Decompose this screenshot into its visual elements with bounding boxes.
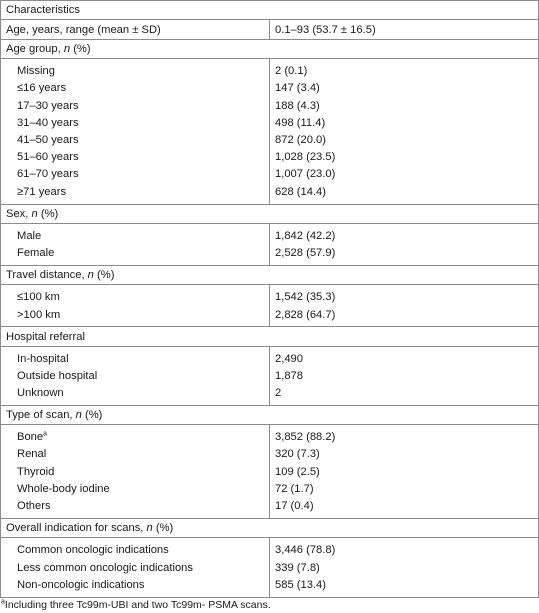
row-label: ≤16 years <box>1 80 270 97</box>
row-label: 51–60 years <box>1 149 270 166</box>
table-row <box>1 306 539 327</box>
table-row <box>1 480 539 497</box>
table-row <box>1 346 539 367</box>
row-value: 147 (3.4) <box>270 80 539 97</box>
table-row <box>1 576 539 597</box>
footnote-marker: a <box>1 598 5 606</box>
row-value: 628 (14.4) <box>270 183 539 204</box>
row-value: 2 <box>270 384 539 405</box>
row-age <box>1 20 539 39</box>
table-row <box>1 80 539 97</box>
section-title-text: Age group, <box>6 42 64 55</box>
table-row <box>1 223 539 244</box>
table-row <box>1 97 539 114</box>
table-row <box>1 559 539 576</box>
row-value: 17 (0.4) <box>270 498 539 519</box>
row-value: 1,028 (23.5) <box>270 149 539 166</box>
row-label: Common oncologic indications <box>1 538 270 559</box>
row-label: Thyroid <box>1 463 270 480</box>
section-title-suffix: (%) <box>70 42 91 55</box>
section-title <box>1 204 539 223</box>
table-row <box>1 285 539 306</box>
row-value: 2,490 <box>270 346 539 367</box>
section-title <box>1 405 539 424</box>
table-row <box>1 367 539 384</box>
table-row <box>1 498 539 519</box>
row-value: 320 (7.3) <box>270 446 539 463</box>
table-row <box>1 244 539 265</box>
row-value: 1,842 (42.2) <box>270 223 539 244</box>
section-title-text: Type of scan, <box>6 409 76 422</box>
section-title-text: Travel distance, <box>6 269 88 282</box>
table-row <box>1 59 539 80</box>
table-footnote <box>1 599 271 612</box>
row-label: 17–30 years <box>1 97 270 114</box>
section-title-suffix: (%) <box>37 207 59 220</box>
section-title-n: n <box>31 207 38 220</box>
section-title <box>1 519 539 538</box>
section-title-text: Sex, <box>6 207 32 220</box>
row-value: 3,852 (88.2) <box>270 425 539 446</box>
row-label: >100 km <box>1 306 270 327</box>
row-value: 1,878 <box>270 367 539 384</box>
row-value: 2 (0.1) <box>270 59 539 80</box>
row-label: Whole-body iodine <box>1 480 270 497</box>
section-title-n: n <box>146 522 153 535</box>
table-header-row <box>1 1 539 20</box>
section-title: Hospital referral <box>1 327 539 346</box>
section-title-n: n <box>63 42 71 55</box>
table-row <box>1 183 539 204</box>
footnote-text: Including three Tc99m-UBI and two Tc99m- PSMA scans. <box>4 599 271 611</box>
row-value: 1,007 (23.0) <box>270 166 539 183</box>
row-value: 3,446 (78.8) <box>270 538 539 559</box>
row-label: Unknown <box>1 384 270 405</box>
row-label: Outside hospital <box>1 367 270 384</box>
row-label: Non-oncologic indications <box>1 576 270 597</box>
table-row <box>1 538 539 559</box>
row-value: 2,828 (64.7) <box>270 306 539 327</box>
row-value: 339 (7.8) <box>270 559 539 576</box>
section-type-of-scan <box>1 405 539 424</box>
row-value: 872 (20.0) <box>270 131 539 148</box>
section-title <box>1 39 539 58</box>
section-title-suffix: (%) <box>152 522 174 535</box>
section-title <box>1 265 539 284</box>
row-label: ≤100 km <box>1 285 270 306</box>
row-value: 498 (11.4) <box>270 114 539 131</box>
section-title-suffix: (%) <box>93 269 115 282</box>
row-label-text: Bone <box>17 431 44 444</box>
table-row <box>1 149 539 166</box>
section-age-group <box>1 39 539 58</box>
header-characteristics: Characteristics <box>1 1 539 20</box>
row-label: Less common oncologic indications <box>1 559 270 576</box>
row-value: 1,542 (35.3) <box>270 285 539 306</box>
row-label <box>1 425 270 446</box>
section-title-suffix: (%) <box>81 409 103 422</box>
section-sex <box>1 204 539 223</box>
row-label: 41–50 years <box>1 131 270 148</box>
section-travel-distance <box>1 265 539 284</box>
section-title-text: Overall indication for scans, <box>6 522 147 535</box>
table-row <box>1 425 539 446</box>
section-overall-indication <box>1 519 539 538</box>
table-row <box>1 166 539 183</box>
row-value: 188 (4.3) <box>270 97 539 114</box>
row-label: Female <box>1 244 270 265</box>
age-value: 0.1–93 (53.7 ± 16.5) <box>270 20 539 39</box>
row-label: In-hospital <box>1 346 270 367</box>
table-row <box>1 463 539 480</box>
row-label: ≥71 years <box>1 183 270 204</box>
row-label: Others <box>1 498 270 519</box>
row-value: 72 (1.7) <box>270 480 539 497</box>
table-row <box>1 114 539 131</box>
age-label: Age, years, range (mean ± SD) <box>1 20 270 39</box>
row-label: Missing <box>1 59 270 80</box>
section-title-n: n <box>87 269 94 282</box>
row-label: 61–70 years <box>1 166 270 183</box>
section-title-n: n <box>75 409 82 422</box>
table-row <box>1 384 539 405</box>
row-value: 2,528 (57.9) <box>270 244 539 265</box>
table-row <box>1 446 539 463</box>
row-label: Male <box>1 223 270 244</box>
row-label: Renal <box>1 446 270 463</box>
row-value: 109 (2.5) <box>270 463 539 480</box>
footnote-marker: a <box>43 430 48 438</box>
row-label: 31–40 years <box>1 114 270 131</box>
table-row <box>1 131 539 148</box>
row-value: 585 (13.4) <box>270 576 539 597</box>
section-hospital-referral <box>1 327 539 346</box>
